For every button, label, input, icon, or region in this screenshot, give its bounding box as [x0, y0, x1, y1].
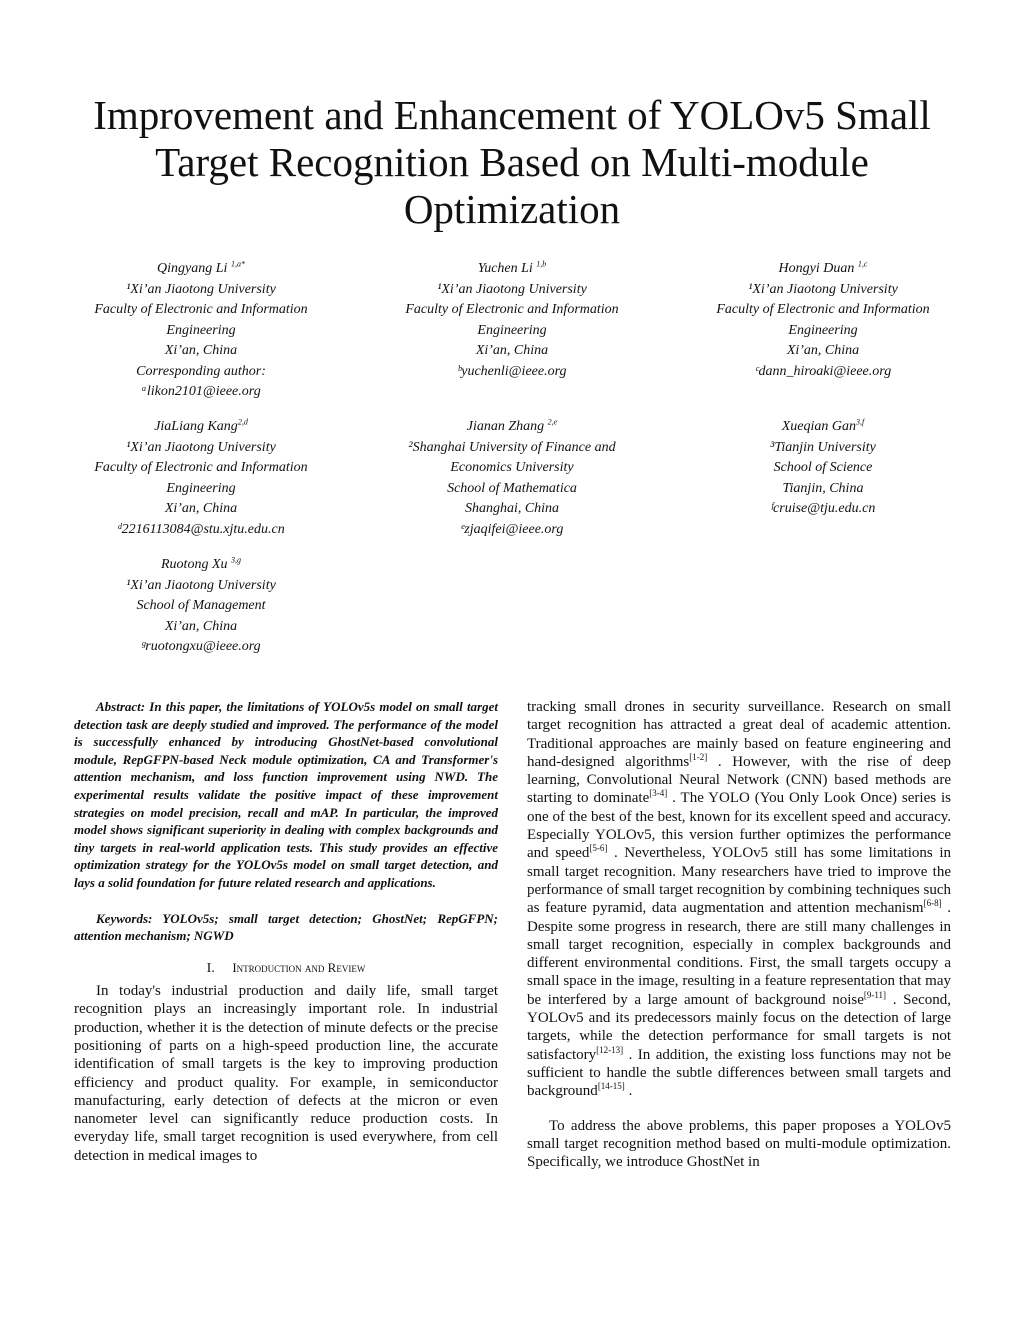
citation: [9-11] — [863, 989, 887, 1000]
author-email: ᶠcruise@tju.edu.cn — [770, 501, 876, 516]
abstract: Abstract: In this paper, the limitations of YOLOv5s model on small target detection task are deeply studied and improved. The performance of the model is successfully enhanced by introducing GhostNet-based convolutional module, RepGFPN-based Neck module optimization, CA and Transformer's attention mechanism, and loss function improvement using NWD. The experimental results validate the positive impact of these improvement strategies on model precision, recall and mAP. In particular, the improved model shows significant superiority in dealing with complex backgrounds and tiny targets in real-world application tests. This study provides an effective optimization strategy for the YOLOv5s model on small target detection, and lays a solid foundation for future related research and applications. — [74, 699, 498, 890]
author-name: Jianan Zhang $^{2,e}$ — [466, 417, 558, 434]
section-heading: I. Introduction and Review — [206, 959, 366, 976]
citation: [1-2] — [689, 751, 708, 762]
keywords: Keywords: YOLOv5s; small target detection; GhostNet; RepGFPN; attention mechanism; NGWD — [74, 910, 498, 944]
author-email: ᵈ2216113084@stu.xjtu.edu.cn — [117, 521, 285, 537]
intro-paragraph: In today's industrial production and daily life, small target recognition plays an increasingly important role. In industrial production, whether it is the detection of minute defects or the precise positioning of parts on a high-speed production line, the accurate identification of small targets is the key to improving production efficiency and product quality. For example, in semiconductor manufacturing, early detection of defects at the micron or even nanometer level can significantly reduce production costs. In everyday life, small target recognition is used everywhere, from cell detection in medical images to — [74, 983, 498, 1164]
intro-paragraph-2: To address the above problems, this paper proposes a YOLOv5 small target recognition method based on multi-module optimization. Specifically, we introduce GhostNet in — [527, 1117, 951, 1171]
author-email: ᶜdann_hiroaki@ieee.org — [754, 363, 892, 379]
author-name: Ruotong Xu $^{3,g}$ — [161, 555, 241, 572]
left-column — [74, 698, 498, 1165]
author-block-7: Ruotong Xu $^{3,g}$ ¹Xi’an Jiaotong University School of Management Xi’an, China ᵍruotongxu@ieee.org — [71, 555, 331, 658]
author-block-1: Qingyang Li $^{1,a*}$ ¹Xi’an Jiaotong University Faculty of Electronic and Information Engineering Xi’an, China Corresponding author: ᵃlikon2101@ieee.org — [71, 259, 331, 403]
author-block-4: JiaLiang Kang$^{2,d}$ ¹Xi’an Jiaotong University Faculty of Electronic and Information Engineering Xi’an, China ᵈ2216113084@stu.xjtu.edu.cn — [71, 417, 331, 540]
author-email: ᵃlikon2101@ieee.org — [141, 384, 261, 399]
author-email: ᵍruotongxu@ieee.org — [141, 639, 261, 654]
author-name: JiaLiang Kang$^{2,d}$ — [154, 417, 248, 434]
paper-title: Improvement and Enhancement of YOLOv5 Small Target Recognition Based on Multi-module Optimization — [93, 92, 931, 232]
author-block-3: Hongyi Duan $^{1,c}$ ¹Xi’an Jiaotong University Faculty of Electronic and Information Engineering Xi’an, China ᶜdann_hiroaki@ieee.org — [693, 259, 953, 382]
author-block-2: Yuchen Li $^{1,b}$ ¹Xi’an Jiaotong University Faculty of Electronic and Information Engineering Xi’an, China ᵇyuchenli@ieee.org — [382, 259, 642, 382]
author-block-6: Xueqian Gan$^{3,f}$ ³Tianjin University School of Science Tianjin, China ᶠcruise@tju.edu.cn — [693, 417, 953, 520]
author-email: ᵉzjaqifei@ieee.org — [460, 521, 564, 537]
author-name: Hongyi Duan $^{1,c}$ — [778, 259, 868, 276]
citation: [3-4] — [649, 788, 668, 799]
right-column — [527, 698, 951, 1171]
citation: [6-8] — [923, 898, 942, 909]
author-block-5: Jianan Zhang $^{2,e}$ ²Shanghai University of Finance and Economics University School of Mathematica Shanghai, China ᵉzjaqifei@ieee.org — [382, 417, 642, 540]
citation: [12-13] — [596, 1044, 624, 1055]
intro-paragraph-continued: tracking small drones in security surveillance. Research on small target recognition has attracted a great deal of academic attention. Traditional approaches are mainly based on feature engineering and hand-designed algorithms[1-2] . However, with the rise of deep learning, Convolutional Neural Network (CNN) based methods are starting to dominate[3-4] . The YOLO (You Only Look Once) series is one of the best of the best, known for its excellent speed and accuracy. Especially YOLOv5, this version further optimizes the performance and speed[5-6] . Nevertheless, YOLOv5 still has some limitations in small target recognition. Many researchers have tried to improve the performance of small target recognition by combining techniques such as feature pyramid, data augmentation and attention mechanism[6-8] . Despite some progress in research, there are still many challenges in small target recognition, especially in complex backgrounds and different environmental conditions. First, the small targets occupy a small space in the image, resulting in a feature representation that may be interfered by a large amount of background noise[9-11] . Second, YOLOv5 and its predecessors mainly focus on the detection of large targets, while the detection performance for small targets is not satisfactory[12-13] . In addition, the existing loss functions may not be sufficient to handle the subtle differences between small targets and background[14-15] . — [527, 699, 952, 1100]
author-name: Xueqian Gan$^{3,f}$ — [781, 417, 865, 434]
author-email: ᵇyuchenli@ieee.org — [457, 363, 567, 379]
author-name: Qingyang Li $^{1,a*}$ — [157, 259, 245, 276]
citation: [14-15] — [597, 1081, 625, 1092]
author-name: Yuchen Li $^{1,b}$ — [477, 259, 547, 276]
citation: [5-6] — [589, 843, 608, 854]
